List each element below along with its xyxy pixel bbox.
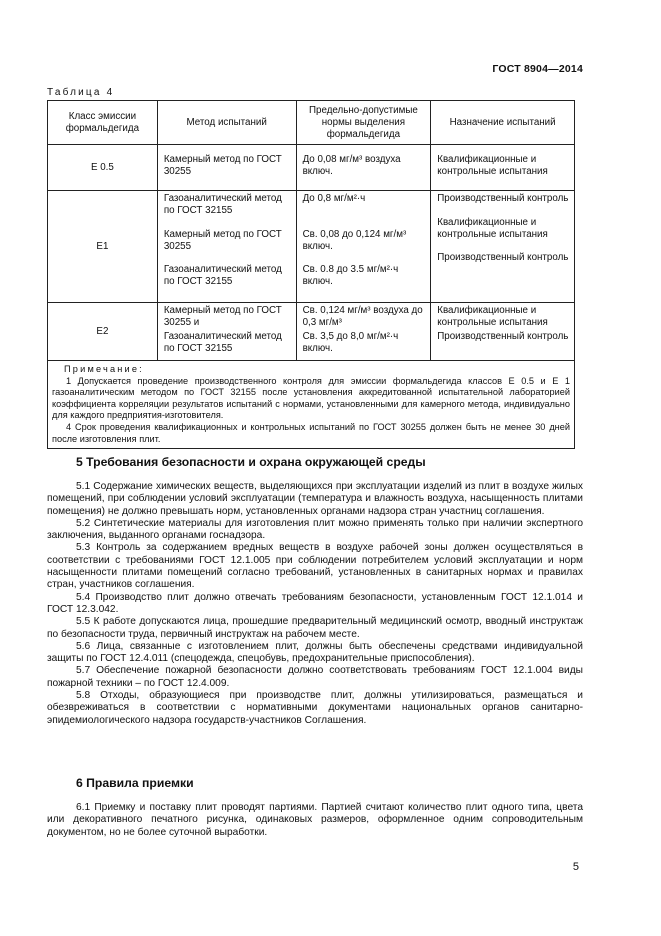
- table-row: [48, 191, 575, 303]
- note-1: 1 Допускается проведение производственного контроля для эмиссии формальдегида классов Е 0.5 и Е 1 газоаналитическим методом по ГОСТ 32155 после установления аккредитованной испытательной лабораторией коэффициента корреляции результатов испытаний с нормами, установленными для камерного метода, индивидуально для каждого предприятия-изготовителя.: [52, 375, 570, 421]
- col-header-method: Метод испытаний: [157, 101, 296, 145]
- notes-title: Примечание:: [64, 364, 144, 374]
- table-row: [48, 145, 575, 191]
- purpose-cell: Квалификационные и контрольные испытания Производственный контроль: [431, 303, 575, 361]
- table-notes-row: [48, 361, 575, 449]
- note-4: 4 Срок проведения квалификационных и контрольных испытаний по ГОСТ 30255 должен быть не менее 30 дней после изготовления плит.: [52, 421, 570, 444]
- paragraph-5-7: 5.7 Обеспечение пожарной безопасности должно соответствовать требованиям ГОСТ 12.1.004 виды пожарной техники – по ГОСТ 12.4.009.: [47, 665, 583, 689]
- norm-cell: До 0,08 мг/м³ воздуха включ.: [296, 145, 431, 191]
- col-header-purpose: Назначение испытаний: [431, 101, 575, 145]
- col-header-class: Класс эмиссии формальдегида: [48, 101, 158, 145]
- paragraph-5-5: 5.5 К работе допускаются лица, прошедшие предварительный медицинский осмотр, вводный инструктаж по безопасности труда, первичный инструктаж на рабочем месте.: [47, 616, 583, 640]
- paragraph-5-2: 5.2 Синтетические материалы для изготовления плит можно применять только при наличии экспертного заключения, выданного органами госнадзора.: [47, 517, 583, 542]
- section-6-title: 6 Правила приемки: [76, 776, 194, 790]
- section-6-body: [47, 802, 583, 839]
- method-cell: Газоаналитический метод по ГОСТ 32155 Камерный метод по ГОСТ 30255 Газоаналитический метод по ГОСТ 32155: [157, 191, 296, 303]
- purpose-cell: Квалификационные и контрольные испытания: [431, 145, 575, 191]
- document-code: ГОСТ 8904—2014: [492, 63, 583, 75]
- class-cell: Е 0.5: [48, 145, 158, 191]
- paragraph-5-1: 5.1 Содержание химических веществ, выделяющихся при эксплуатации изделий из плит в воздухе жилых помещений, при соблюдении условий эксплуатации (температура и влажность воздуха, насыщенность плитами помещения) не должно превышать норм, установленных органами надзора стран участниц соглашения.: [47, 481, 583, 517]
- class-cell: Е2: [48, 303, 158, 361]
- table-notes: [48, 361, 575, 449]
- norm-cell: До 0,8 мг/м²·ч Св. 0,08 до 0,124 мг/м³ включ. Св. 0.8 до 3.5 мг/м²·ч включ.: [296, 191, 431, 303]
- norm-cell: Св. 0,124 мг/м³ воздуха до 0,3 мг/м³ Св. 3,5 до 8,0 мг/м²·ч включ.: [296, 303, 431, 361]
- paragraph-5-6: 5.6 Лица, связанные с изготовлением плит, должны быть обеспечены средствами индивидуальной защиты по ГОСТ 12.4.011 (спецодежда, спецобувь, предохранительные приспособления).: [47, 640, 583, 665]
- table-caption: Таблица 4: [47, 87, 115, 98]
- table-header-row: [48, 101, 575, 145]
- purpose-cell: Производственный контроль Квалификационные и контрольные испытания Производственный контроль: [431, 191, 575, 303]
- section-5-body: [47, 481, 583, 727]
- page-number: 5: [572, 861, 579, 873]
- paragraph-5-4: 5.4 Производство плит должно отвечать требованиям безопасности, установленным ГОСТ 12.1.014 и ГОСТ 12.3.042.: [47, 591, 583, 615]
- paragraph-6-1: 6.1 Приемку и поставку плит проводят партиями. Партией считают количество плит одного типа, цвета или декоративного печатного рисунка, одинаковых размеров, оформленное одним сопроводительным документом, но не более суточной выработки.: [47, 802, 583, 838]
- class-cell: Е1: [48, 191, 158, 303]
- table-row: [48, 303, 575, 361]
- method-cell: Камерный метод по ГОСТ 30255 и Газоаналитический метод по ГОСТ 32155: [157, 303, 296, 361]
- method-cell: Камерный метод по ГОСТ 30255: [157, 145, 296, 191]
- paragraph-5-8: 5.8 Отходы, образующиеся при производстве плит, должны утилизироваться, размещаться и обезвреживаться в соответствии с нормативными документами национальных органов санитарно-эпидемиологического надзора государств-участников Соглашения.: [47, 690, 583, 726]
- col-header-norm: Предельно-допустимые нормы выделения формальдегида: [296, 101, 431, 145]
- section-5-title: 5 Требования безопасности и охрана окружающей среды: [76, 455, 426, 469]
- table-4: [47, 100, 575, 449]
- paragraph-5-3: 5.3 Контроль за содержанием вредных веществ в воздухе рабочей зоны должен осуществляться в соответствии с требованиями ГОСТ 12.1.005 при соблюдении потребителем условий эксплуатации и норм насыщенности плитами помещений согласно требований, установленных в санитарных нормах и правилах стран, участников соглашения.: [47, 542, 583, 591]
